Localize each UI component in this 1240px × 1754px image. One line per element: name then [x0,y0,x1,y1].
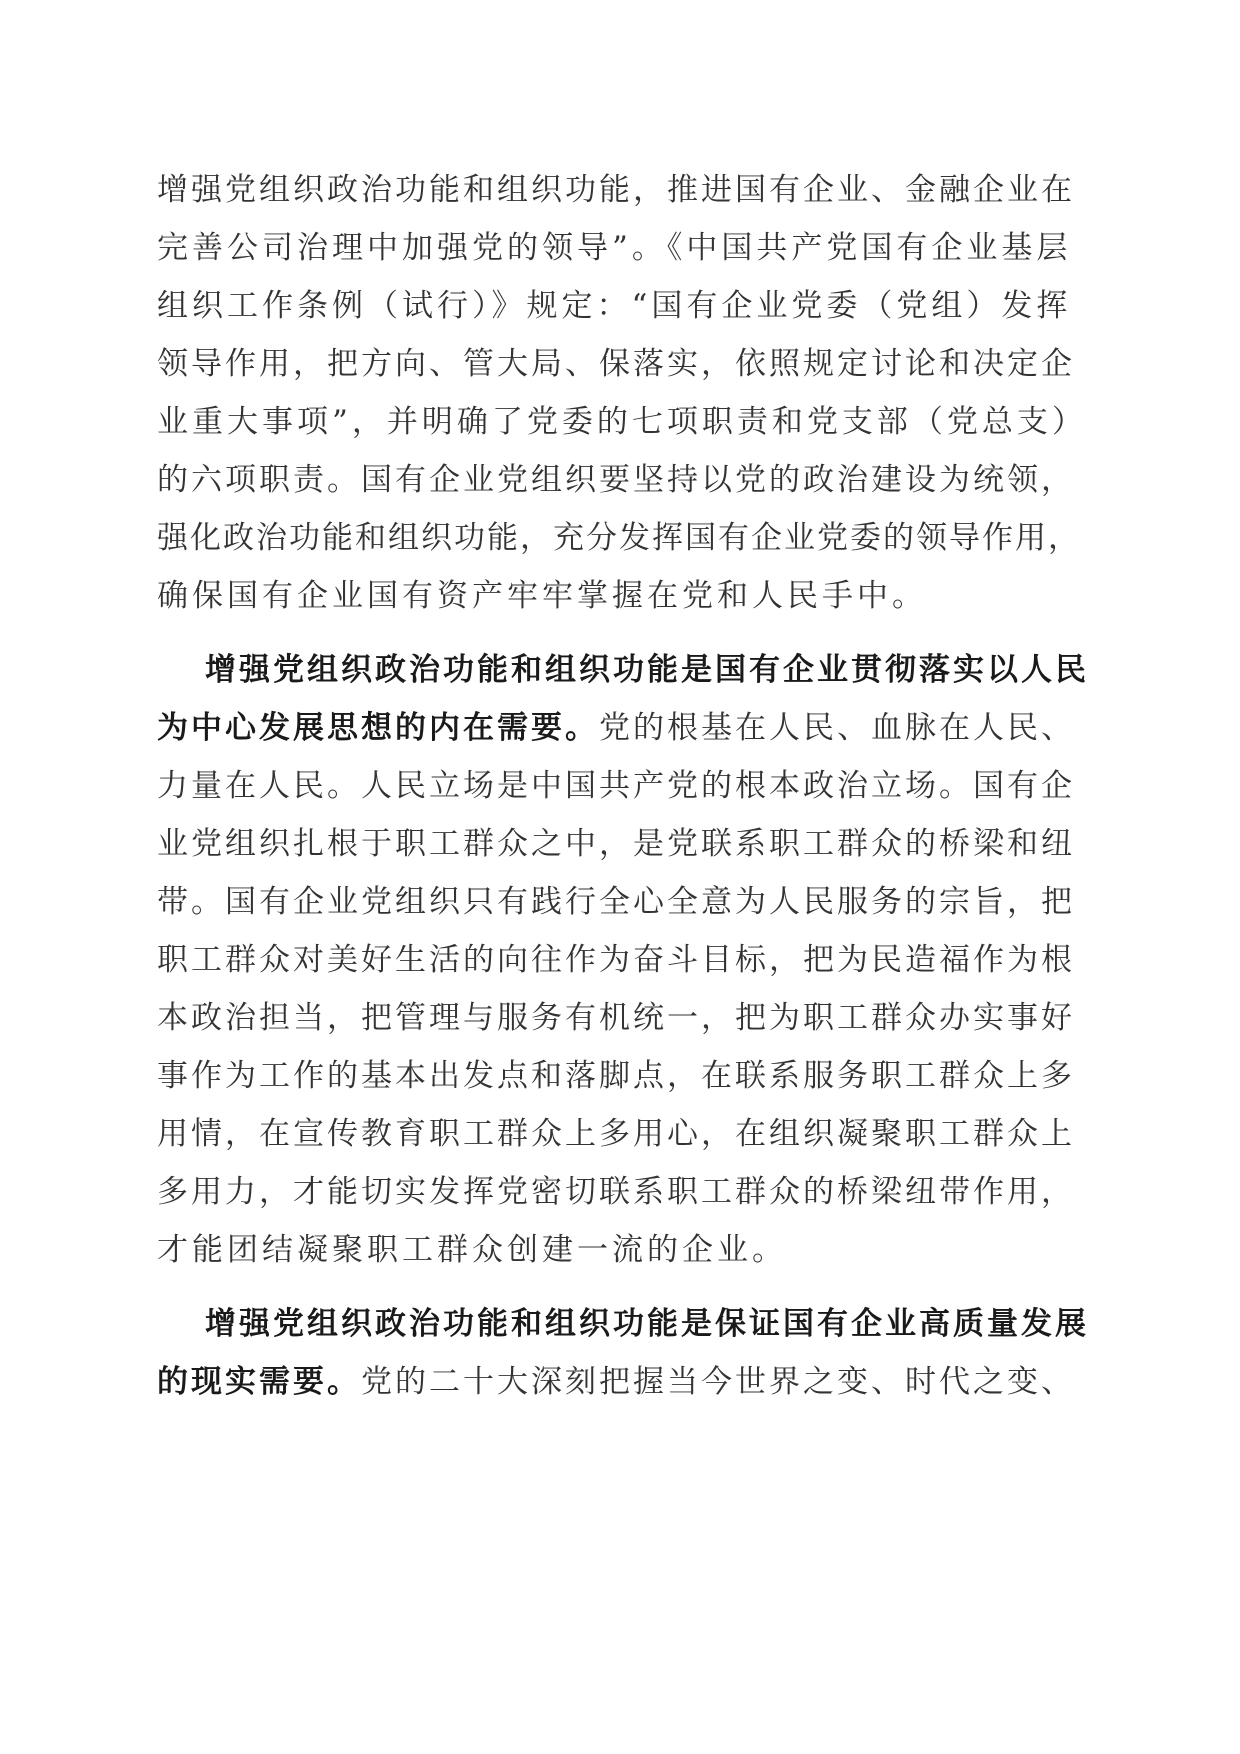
paragraph-2-line-2-text: 党的根基在人民、血脉在人民、 [599,710,1075,746]
paragraph-1-line-7: 强化政治功能和组织功能，充分发挥国有企业党委的领导作用， [157,520,1081,556]
paragraph-2-line-6: 职工群众对美好生活的向往作为奋斗目标，把为民造福作为根 [157,942,1075,978]
paragraph-2-heading-line-2: 为中心发展思想的内在需要。 [157,710,599,746]
paragraph-2-line-2 [157,706,1087,750]
paragraph-1-line-2: 完善公司治理中加强党的领导”。《中国共产党国有企业基层 [157,230,1072,266]
paragraph-1-line-5: 业重大事项”，并明确了党委的七项职责和党支部（党总支） [157,404,1087,440]
paragraph-2-line-3: 力量在人民。人民立场是中国共产党的根本政治立场。国有企 [157,768,1075,804]
paragraph-1-line-1: 增强党组织政治功能和组织功能，推进国有企业、金融企业在 [157,172,1075,208]
paragraph-2-line-5: 带。国有企业党组织只有践行全心全意为人民服务的宗旨，把 [157,884,1075,920]
paragraph-3-heading-line-2: 的现实需要。 [157,1364,361,1400]
paragraph-3-heading-line-1: 增强党组织政治功能和组织功能是保证国有企业高质量发展 [205,1306,1089,1342]
paragraph-2-line-10: 多用力，才能切实发挥党密切联系职工群众的桥梁纽带作用， [157,1174,1075,1210]
paragraph-3-line-2 [157,1360,1087,1404]
paragraph-2-heading-line-1: 增强党组织政治功能和组织功能是国有企业贯彻落实以人民 [205,652,1089,688]
paragraph-2-line-7: 本政治担当，把管理与服务有机统一，把为职工群众办实事好 [157,1000,1075,1036]
paragraph-1-line-4: 领导作用，把方向、管大局、保落实，依照规定讨论和决定企 [157,346,1075,382]
paragraph-2-line-8: 事作为工作的基本出发点和落脚点，在联系服务职工群众上多 [157,1058,1075,1094]
paragraph-3-line-2-text: 党的二十大深刻把握当今世界之变、时代之变、 [361,1364,1075,1400]
paragraph-1-line-3: 组织工作条例（试行）》规定：“国有企业党委（党组）发挥 [157,288,1072,324]
paragraph-1-line-8: 确保国有企业国有资产牢牢掌握在党和人民手中。 [157,578,927,614]
paragraph-2-line-4: 业党组织扎根于职工群众之中，是党联系职工群众的桥梁和纽 [157,826,1075,862]
paragraph-2-line-11: 才能团结凝聚职工群众创建一流的企业。 [157,1232,787,1268]
paragraph-1-line-6: 的六项职责。国有企业党组织要坚持以党的政治建设为统领， [157,462,1075,498]
paragraph-2-line-9: 用情，在宣传教育职工群众上多用心，在组织凝聚职工群众上 [157,1116,1075,1152]
